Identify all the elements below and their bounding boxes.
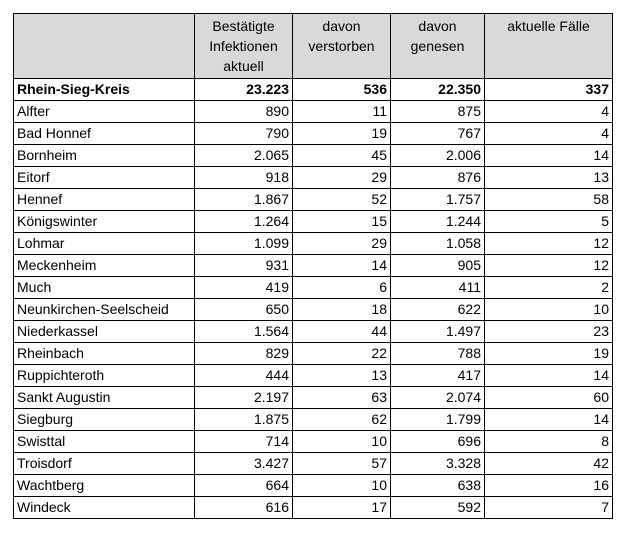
table-row [14, 453, 613, 475]
cell-deceased: 18 [293, 299, 391, 321]
cell-current: 7 [485, 497, 613, 519]
cell-deceased: 19 [293, 123, 391, 145]
cell-current: 10 [485, 299, 613, 321]
table-row [14, 409, 613, 431]
cell-confirmed: 2.065 [195, 145, 293, 167]
cell-current: 4 [485, 123, 613, 145]
cell-confirmed: 790 [195, 123, 293, 145]
cell-recovered: 1.799 [391, 409, 485, 431]
cell-deceased: 14 [293, 255, 391, 277]
cell-name: Neunkirchen-Seelscheid [14, 299, 195, 321]
cell-deceased: 13 [293, 365, 391, 387]
table-row [14, 167, 613, 189]
cell-name: Eitorf [14, 167, 195, 189]
cell-confirmed: 650 [195, 299, 293, 321]
cell-current: 4 [485, 101, 613, 123]
cell-name: Wachtberg [14, 475, 195, 497]
cell-name: Siegburg [14, 409, 195, 431]
header-confirmed: Bestätigte Infektionen aktuell [195, 14, 293, 79]
cell-confirmed: 714 [195, 431, 293, 453]
cell-current: 5 [485, 211, 613, 233]
cell-recovered: 788 [391, 343, 485, 365]
cell-confirmed: 664 [195, 475, 293, 497]
cell-recovered: 696 [391, 431, 485, 453]
cell-deceased: 17 [293, 497, 391, 519]
cell-recovered: 622 [391, 299, 485, 321]
cell-name: Windeck [14, 497, 195, 519]
header-row [14, 14, 613, 79]
cell-current: 14 [485, 409, 613, 431]
cell-recovered: 767 [391, 123, 485, 145]
cell-recovered: 1.244 [391, 211, 485, 233]
cell-current: 19 [485, 343, 613, 365]
table-row [14, 145, 613, 167]
cell-recovered: 1.058 [391, 233, 485, 255]
cell-current: 23 [485, 321, 613, 343]
cell-recovered: 1.757 [391, 189, 485, 211]
cell-recovered: 2.006 [391, 145, 485, 167]
table-row [14, 211, 613, 233]
cell-name: Swisttal [14, 431, 195, 453]
cell-current: 42 [485, 453, 613, 475]
cell-recovered: 3.328 [391, 453, 485, 475]
cell-current: 14 [485, 145, 613, 167]
total-current: 337 [485, 79, 613, 101]
total-confirmed: 23.223 [195, 79, 293, 101]
cell-name: Much [14, 277, 195, 299]
header-recovered: davon genesen [391, 14, 485, 79]
cell-deceased: 45 [293, 145, 391, 167]
cell-name: Niederkassel [14, 321, 195, 343]
cell-deceased: 15 [293, 211, 391, 233]
cell-deceased: 10 [293, 431, 391, 453]
cell-deceased: 44 [293, 321, 391, 343]
table-row [14, 189, 613, 211]
cell-recovered: 876 [391, 167, 485, 189]
cell-deceased: 10 [293, 475, 391, 497]
cell-confirmed: 1.564 [195, 321, 293, 343]
cell-deceased: 29 [293, 233, 391, 255]
table-row [14, 475, 613, 497]
cell-current: 12 [485, 233, 613, 255]
cell-name: Ruppichteroth [14, 365, 195, 387]
cell-name: Sankt Augustin [14, 387, 195, 409]
header-current: aktuelle Fälle [485, 14, 613, 79]
cell-confirmed: 931 [195, 255, 293, 277]
cell-recovered: 1.497 [391, 321, 485, 343]
table-row [14, 365, 613, 387]
table-row [14, 101, 613, 123]
table-row [14, 277, 613, 299]
cell-confirmed: 616 [195, 497, 293, 519]
cell-name: Meckenheim [14, 255, 195, 277]
cell-current: 2 [485, 277, 613, 299]
cell-recovered: 905 [391, 255, 485, 277]
cell-confirmed: 419 [195, 277, 293, 299]
cell-deceased: 63 [293, 387, 391, 409]
cell-deceased: 11 [293, 101, 391, 123]
cell-recovered: 592 [391, 497, 485, 519]
cell-name: Troisdorf [14, 453, 195, 475]
cell-name: Bornheim [14, 145, 195, 167]
table-row [14, 233, 613, 255]
cell-confirmed: 2.197 [195, 387, 293, 409]
cell-current: 58 [485, 189, 613, 211]
cell-deceased: 62 [293, 409, 391, 431]
header-region [14, 14, 195, 79]
cell-name: Bad Honnef [14, 123, 195, 145]
table-row [14, 497, 613, 519]
covid-cases-table [13, 13, 613, 519]
total-recovered: 22.350 [391, 79, 485, 101]
table-row [14, 255, 613, 277]
total-name: Rhein-Sieg-Kreis [14, 79, 195, 101]
cell-name: Hennef [14, 189, 195, 211]
cell-current: 16 [485, 475, 613, 497]
cell-recovered: 411 [391, 277, 485, 299]
cell-recovered: 2.074 [391, 387, 485, 409]
cell-recovered: 417 [391, 365, 485, 387]
cell-name: Königswinter [14, 211, 195, 233]
cell-confirmed: 1.875 [195, 409, 293, 431]
cell-deceased: 6 [293, 277, 391, 299]
cell-current: 60 [485, 387, 613, 409]
table-row [14, 431, 613, 453]
table-row [14, 299, 613, 321]
cell-deceased: 57 [293, 453, 391, 475]
cell-recovered: 638 [391, 475, 485, 497]
cell-name: Alfter [14, 101, 195, 123]
table-container [13, 13, 613, 519]
cell-name: Rheinbach [14, 343, 195, 365]
cell-recovered: 875 [391, 101, 485, 123]
cell-name: Lohmar [14, 233, 195, 255]
total-deceased: 536 [293, 79, 391, 101]
total-row [14, 79, 613, 101]
cell-confirmed: 1.867 [195, 189, 293, 211]
cell-deceased: 29 [293, 167, 391, 189]
cell-confirmed: 3.427 [195, 453, 293, 475]
cell-confirmed: 1.264 [195, 211, 293, 233]
table-row [14, 387, 613, 409]
cell-current: 8 [485, 431, 613, 453]
cell-current: 12 [485, 255, 613, 277]
cell-current: 14 [485, 365, 613, 387]
table-row [14, 343, 613, 365]
table-row [14, 123, 613, 145]
cell-deceased: 52 [293, 189, 391, 211]
cell-confirmed: 918 [195, 167, 293, 189]
cell-confirmed: 890 [195, 101, 293, 123]
cell-confirmed: 444 [195, 365, 293, 387]
cell-confirmed: 1.099 [195, 233, 293, 255]
table-row [14, 321, 613, 343]
cell-deceased: 22 [293, 343, 391, 365]
cell-current: 13 [485, 167, 613, 189]
cell-confirmed: 829 [195, 343, 293, 365]
header-deceased: davon verstorben [293, 14, 391, 79]
